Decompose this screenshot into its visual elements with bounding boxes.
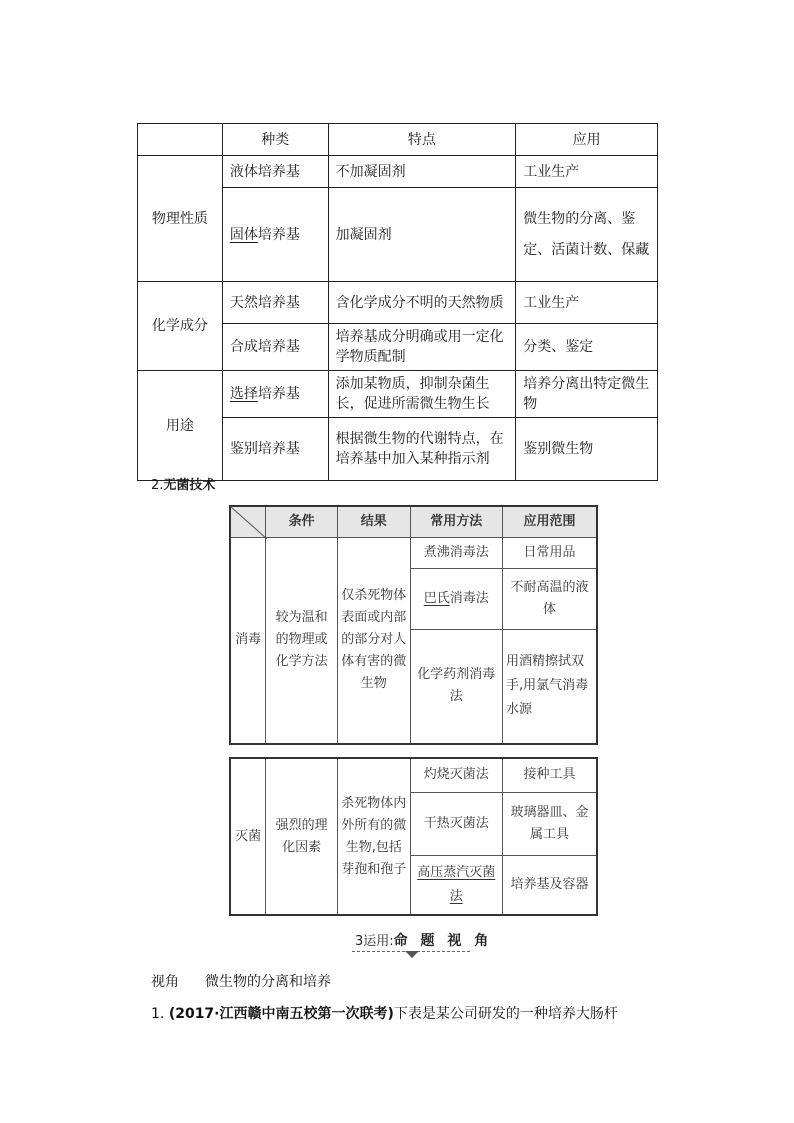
- scope-cell: 接种工具: [502, 758, 597, 792]
- header-cell: 结果: [337, 506, 410, 538]
- media-type: [222, 188, 328, 282]
- media-type: [222, 371, 328, 418]
- media-use: 工业生产: [516, 156, 658, 188]
- method-cell: 煮沸消毒法: [410, 538, 502, 569]
- group-label: 物理性质: [138, 156, 223, 282]
- underlined-term: 固体: [229, 226, 258, 243]
- method-cell: 化学药剂消毒法: [410, 630, 502, 744]
- category-label: 消毒: [230, 538, 266, 744]
- scope-cell: 不耐高温的液体: [503, 569, 598, 630]
- question-number: 1.: [151, 1006, 165, 1022]
- table-header-row: [138, 124, 658, 156]
- method-cell: [410, 855, 502, 915]
- section-heading: [151, 474, 215, 493]
- table-row: [230, 758, 597, 792]
- section-number: 2.: [151, 478, 164, 493]
- category-label: 灭菌: [230, 758, 266, 915]
- banner-title: 命 题 视 角: [393, 933, 493, 949]
- media-type: 液体培养基: [222, 156, 328, 188]
- media-feature: 根据微生物的代谢特点，在培养基中加入某种指示剂: [328, 418, 516, 481]
- result-cell: 杀死物体内外所有的微生物,包括芽孢和孢子: [337, 758, 410, 915]
- method-rest: 消毒法: [449, 591, 489, 606]
- scope-cell: 用酒精擦拭双手,用氯气消毒水源: [503, 630, 598, 744]
- header-cell: 种类: [222, 124, 328, 156]
- scope-cell: 培养基及容器: [502, 855, 597, 915]
- media-feature: 含化学成分不明的天然物质: [328, 282, 516, 324]
- media-type-rest: 培养基: [257, 226, 300, 243]
- condition-cell: 强烈的理化因素: [266, 758, 338, 915]
- sterilization-table: [229, 757, 598, 916]
- underlined-term: 选择: [229, 386, 258, 402]
- media-type: 天然培养基: [222, 282, 328, 324]
- header-cell: [138, 124, 223, 156]
- view-heading: [151, 971, 331, 991]
- view-label: 视角: [151, 974, 179, 990]
- scope-cell: 日常用品: [503, 538, 598, 569]
- question-line: [151, 1003, 618, 1023]
- media-feature: 加凝固剂: [328, 188, 516, 282]
- result-cell: 仅杀死物体表面或内部的部分对人体有害的微生物: [337, 538, 410, 744]
- media-feature: 添加某物质，抑制杂菌生长，促进所需微生物生长: [328, 371, 516, 418]
- media-use: 分类、鉴定: [516, 324, 658, 371]
- underlined-term: 高压蒸汽灭菌法: [417, 864, 496, 904]
- diagonal-line-icon: [231, 507, 267, 539]
- table-row: [138, 156, 658, 188]
- media-use: 鉴别微生物: [516, 418, 658, 481]
- section-title: 无菌技术: [163, 478, 216, 493]
- header-cell: 特点: [328, 124, 516, 156]
- media-type: 鉴别培养基: [222, 418, 328, 481]
- diagonal-corner: [230, 506, 266, 538]
- method-cell: 灼烧灭菌法: [410, 758, 502, 792]
- table-row: [138, 371, 658, 418]
- media-feature: 不加凝固剂: [328, 156, 516, 188]
- method-cell: 干热灭菌法: [410, 792, 502, 855]
- media-use: 工业生产: [516, 282, 658, 324]
- media-use: 培养分离出特定微生物: [516, 371, 658, 418]
- media-type-rest: 培养基: [257, 386, 300, 402]
- culture-media-table: [137, 123, 658, 481]
- media-feature: 培养基成分明确或用一定化学物质配制: [328, 324, 516, 371]
- disinfection-table: [229, 505, 598, 745]
- table-header-row: [230, 506, 597, 538]
- group-label: 用途: [138, 371, 223, 481]
- triangle-down-icon: [405, 951, 419, 958]
- underlined-term: 巴氏: [423, 591, 450, 606]
- section-banner: [355, 930, 492, 950]
- group-label: 化学成分: [138, 282, 223, 371]
- table-row: [138, 282, 658, 324]
- condition-cell: 较为温和的物理或化学方法: [266, 538, 338, 744]
- media-type: 合成培养基: [222, 324, 328, 371]
- question-source: (2017·江西赣中南五校第一次联考): [168, 1006, 394, 1022]
- header-cell: 条件: [266, 506, 338, 538]
- table-row: [230, 538, 597, 569]
- media-use: 微生物的分离、鉴定、活菌计数、保藏: [516, 188, 658, 282]
- method-cell: [410, 569, 502, 630]
- scope-cell: 玻璃器皿、金属工具: [502, 792, 597, 855]
- header-cell: 应用范围: [503, 506, 598, 538]
- banner-prefix: 3运用:: [355, 934, 394, 949]
- question-text: 下表是某公司研发的一种培养大肠杆: [393, 1006, 618, 1022]
- header-cell: 常用方法: [410, 506, 502, 538]
- view-title: 微生物的分离和培养: [205, 974, 331, 990]
- header-cell: 应用: [516, 124, 658, 156]
